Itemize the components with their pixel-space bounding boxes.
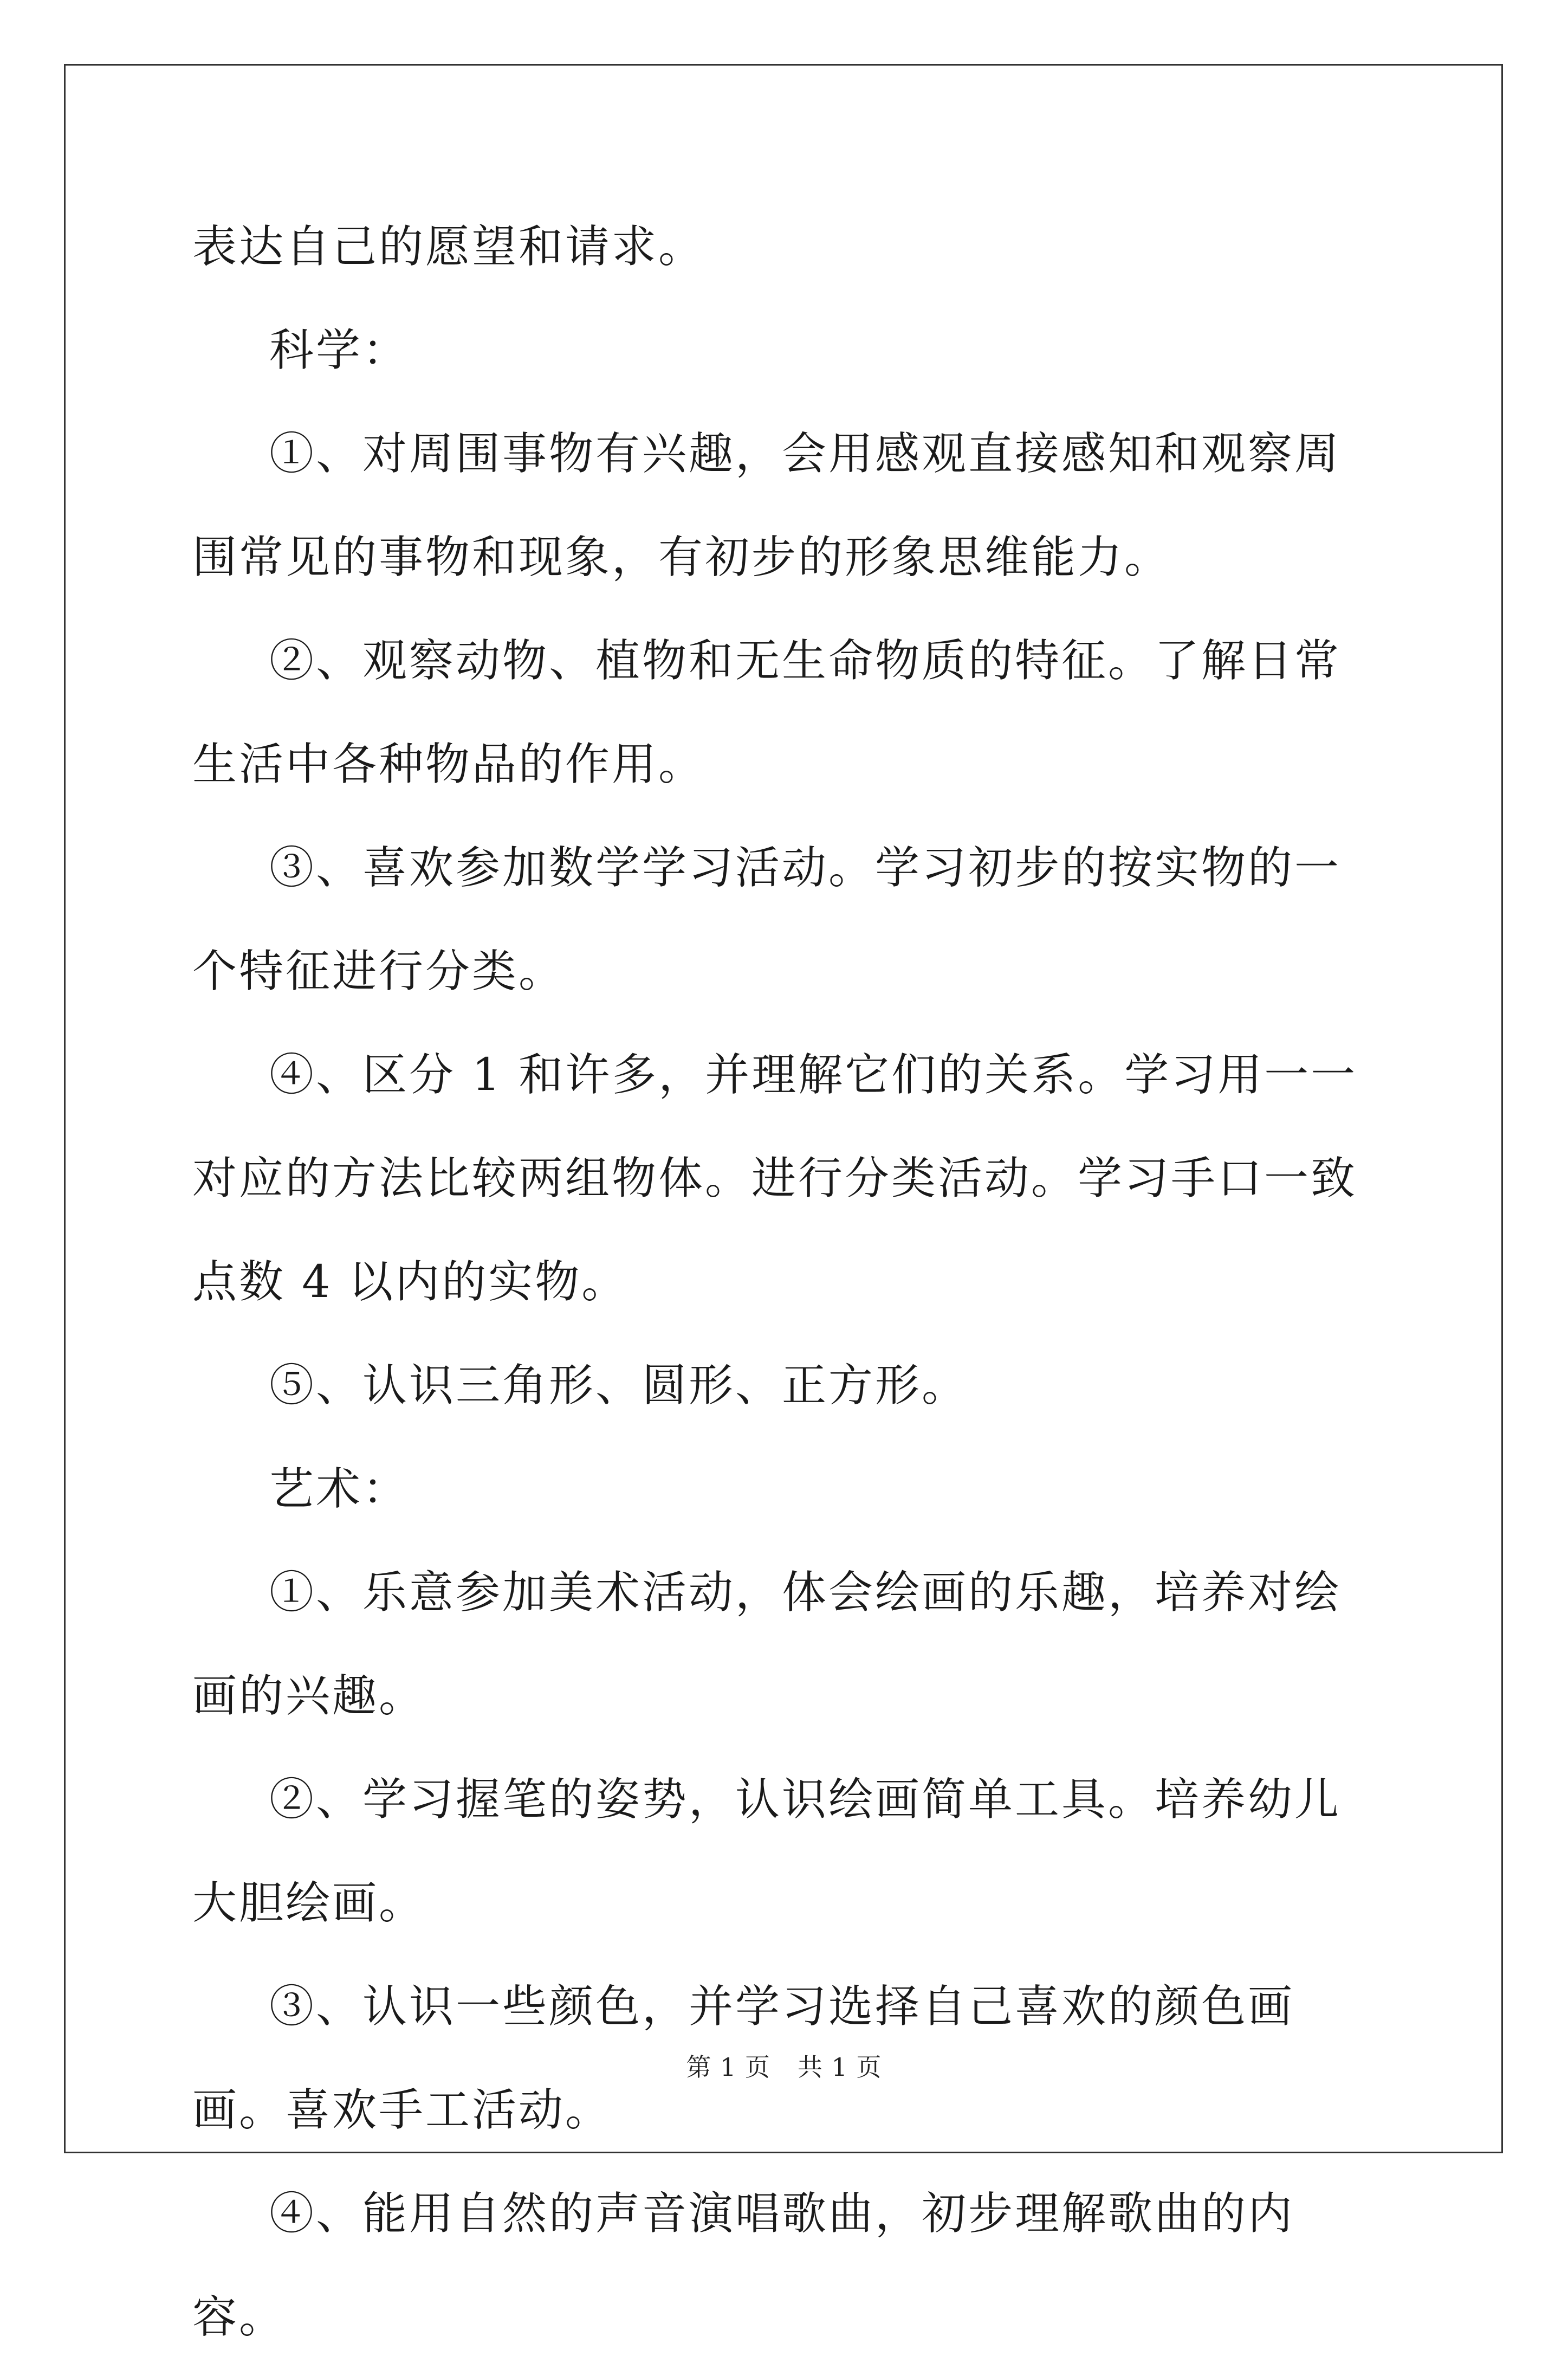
paragraph-science-1: ①、对周围事物有兴趣，会用感观直接感知和观察周围常见的事物和现象，有初步的形象思维能力。 (192, 428, 1342, 583)
paragraph-art-2: ②、学习握笔的姿势，认识绘画简单工具。培养幼儿大胆绘画。 (192, 1774, 1342, 1929)
paragraph-science-3: ③、喜欢参加数学学习活动。学习初步的按实物的一个特征进行分类。 (192, 842, 1342, 997)
total-pages: 共 1 页 (798, 2052, 882, 2082)
paragraph-science-4: ④、区分 1 和许多，并理解它们的关系。学习用一一对应的方法比较两组物体。进行分类活动。学习手口一致点数 4 以内的实物。 (192, 1049, 1358, 1308)
page-number: 第 1 页 (686, 2052, 770, 2082)
paragraph-art-1: ①、乐意参加美术活动，体会绘画的乐趣，培养对绘画的兴趣。 (192, 1567, 1342, 1722)
section-heading-art: 艺术： (269, 1463, 410, 1515)
paragraph-art-3: ③、认识一些颜色，并学习选择自己喜欢的颜色画画。喜欢手工活动。 (192, 1981, 1295, 2136)
paragraph-science-5: ⑤、认识三角形、圆形、正方形。 (269, 1360, 969, 1411)
section-heading-science: 科学： (269, 325, 410, 376)
document-body (192, 195, 1379, 2369)
page-footer (0, 2048, 1568, 2083)
paragraph-1: 表达自己的愿望和请求。 (192, 221, 705, 273)
paragraph-art-4: ④、能用自然的声音演唱歌曲，初步理解歌曲的内容。 (192, 2188, 1295, 2343)
paragraph-science-2: ②、观察动物、植物和无生命物质的特征。了解日常生活中各种物品的作用。 (192, 635, 1342, 790)
